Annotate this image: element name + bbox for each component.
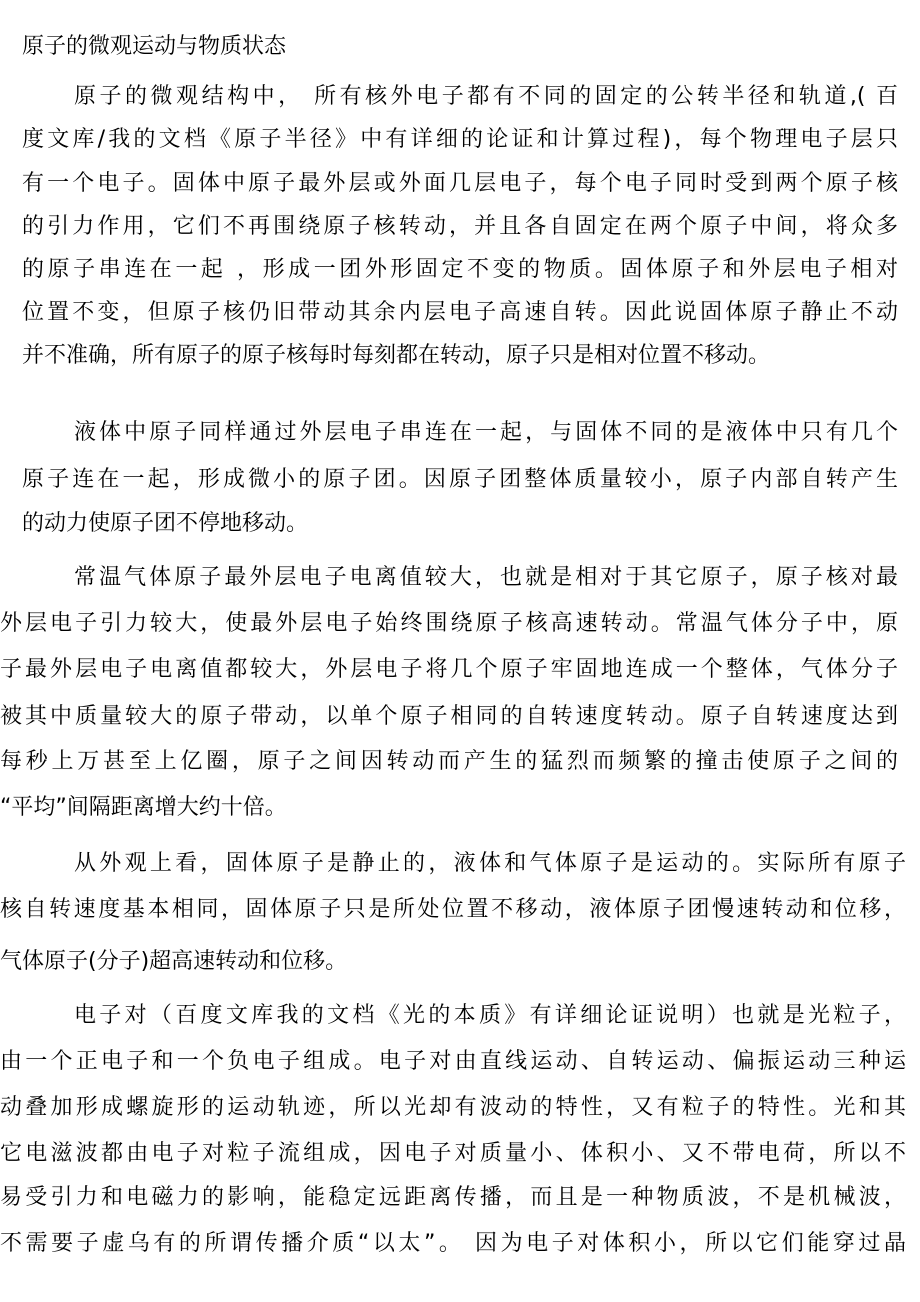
paragraph-5-line: 不需要子虚乌有的所谓传播介质“以太”。 因为电子对体积小，所以它们能穿过晶 xyxy=(0,1231,906,1256)
paragraph-3-line: 子最外层电子电离值都较大，外层电子将几个原子牢固地连成一个整体，气体分子 xyxy=(0,657,898,682)
paragraph-3-line: 每秒上万甚至上亿圈，原子之间因转动而产生的猛烈而频繁的撞击使原子之间的 xyxy=(0,749,898,774)
document-title: 原子的微观运动与物质状态 xyxy=(22,34,287,59)
paragraph-2-line: 原子连在一起，形成微小的原子团。因原子团整体质量较小，原子内部自转产生 xyxy=(22,467,898,492)
paragraph-3-line: 外层电子引力较大，使最外层电子始终围绕原子核高速转动。常温气体分子中，原 xyxy=(0,611,898,636)
paragraph-2-line: 的动力使原子团不停地移动。 xyxy=(22,511,309,536)
paragraph-4-line: 从外观上看，固体原子是静止的，液体和气体原子是运动的。实际所有原子 xyxy=(74,851,906,876)
paragraph-4-line: 核自转速度基本相同，固体原子只是所处位置不移动，液体原子团慢速转动和位移， xyxy=(0,897,906,922)
paragraph-4-line: 气体原子(分子)超高速转动和位移。 xyxy=(0,949,348,974)
paragraph-1-line: 原子的微观结构中， 所有核外电子都有不同的固定的公转半径和轨道,( 百 xyxy=(74,84,898,109)
paragraph-5-line: 动叠加形成螺旋形的运动轨迹，所以光却有波动的特性，又有粒子的特性。光和其 xyxy=(0,1095,906,1120)
paragraph-1-line: 并不准确，所有原子的原子核每时每刻都在转动，原子只是相对位置不移动。 xyxy=(22,343,771,368)
paragraph-1-line: 有一个电子。固体中原子最外层或外面几层电子，每个电子同时受到两个原子核 xyxy=(22,171,898,196)
paragraph-2-line: 液体中原子同样通过外层电子串连在一起，与固体不同的是液体中只有几个 xyxy=(74,420,898,445)
paragraph-3-line: “平均”间隔距离增大约十倍。 xyxy=(0,795,287,820)
paragraph-3-line: 被其中质量较大的原子带动，以单个原子相同的自转速度转动。原子自转速度达到 xyxy=(0,704,898,729)
paragraph-5-line: 易受引力和电磁力的影响，能稳定远距离传播，而且是一种物质波，不是机械波， xyxy=(0,1185,906,1210)
paragraph-1-line: 度文库/我的文档《原子半径》中有详细的论证和计算过程)，每个物理电子层只 xyxy=(22,127,898,152)
paragraph-1-line: 的原子串连在一起 ，形成一团外形固定不变的物质。固体原子和外层电子相对 xyxy=(22,257,898,282)
paragraph-3-line: 常温气体原子最外层电子电离值较大，也就是相对于其它原子，原子核对最 xyxy=(74,565,898,590)
paragraph-5-line: 由一个正电子和一个负电子组成。电子对由直线运动、自转运动、偏振运动三种运 xyxy=(0,1049,906,1074)
paragraph-5-line: 电子对（百度文库我的文档《光的本质》有详细论证说明）也就是光粒子， xyxy=(74,1003,906,1028)
paragraph-1-line: 的引力作用，它们不再围绕原子核转动，并且各自固定在两个原子中间，将众多 xyxy=(22,214,898,239)
paragraph-5-line: 它电滋波都由电子对粒子流组成，因电子对质量小、体积小、又不带电荷，所以不 xyxy=(0,1141,906,1166)
paragraph-1-line: 位置不变，但原子核仍旧带动其余内层电子高速自转。因此说固体原子静止不动 xyxy=(22,300,898,325)
